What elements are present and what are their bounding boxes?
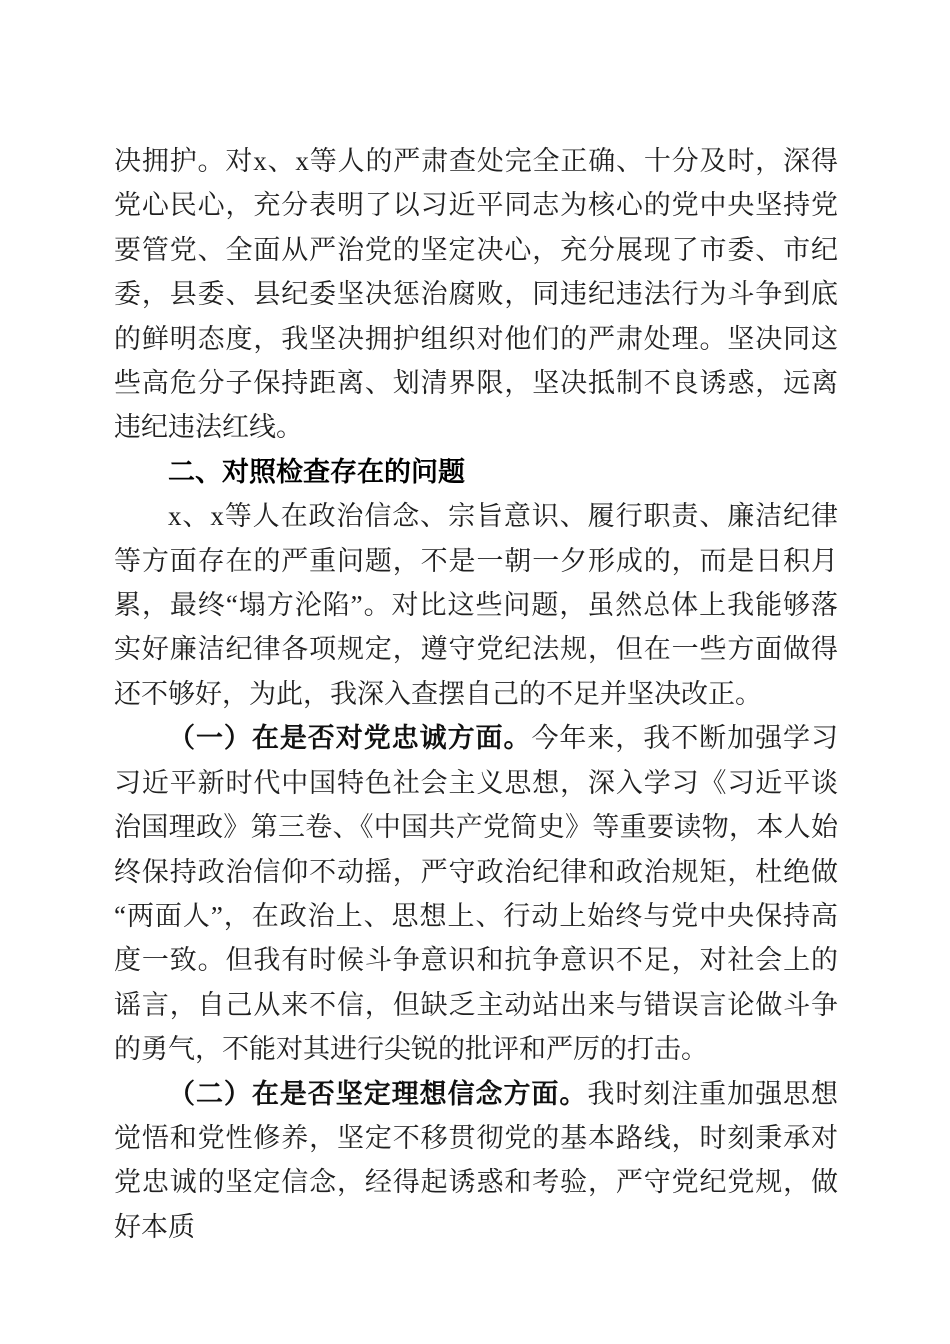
section-heading-text: 二、对照检查存在的问题: [168, 456, 465, 487]
paragraph-text: 今年来，我不断加强学习习近平新时代中国特色社会主义思想，深入学习《习近平谈治国理政》第三卷、《中国共产党简史》等重要读物，本人始终保持政治信仰不动摇，严守政治纪律和政治规矩，杜绝做“两面人”，在政治上、思想上、行动上始终与党中央保持高度一致。但我有时候斗争意识和抗争意识不足，对社会上的谣言，自己从来不信，但缺乏主动站出来与错误言论做斗争的勇气，不能对其进行尖锐的批评和严厉的打击。: [114, 723, 839, 1065]
paragraph-text: 我时刻注重加强思想觉悟和党性修养，坚定不移贯彻党的基本路线，时刻秉承对党忠诚的坚定信念，经得起诱惑和考验，严守党纪党规，做好本质: [114, 1078, 839, 1242]
paragraph-lead: （二）在是否坚定理想信念方面。: [168, 1078, 588, 1109]
paragraph: [114, 494, 838, 716]
paragraph-text: 决拥护。对x、x等人的严肃查处完全正确、十分及时，深得党心民心，充分表明了以习近平同志为核心的党中央坚持党要管党、全面从严治党的坚定决心，充分展现了市委、市纪委，县委、县纪委坚决惩治腐败，同违纪违法行为斗争到底的鲜明态度，我坚决拥护组织对他们的严肃处理。坚决同这些高危分子保持距离、划清界限，坚决抵制不良诱惑，远离违纪违法红线。: [114, 146, 838, 443]
paragraph-lead: （一）在是否对党忠诚方面。: [168, 723, 532, 754]
section-heading: [114, 450, 838, 494]
paragraph-text: x、x等人在政治信念、宗旨意识、履行职责、廉洁纪律等方面存在的严重问题，不是一朝一夕形成的，而是日积月累，最终“塌方沦陷”。对比这些问题，虽然总体上我能够落实好廉洁纪律各项规定，遵守党纪法规，但在一些方面做得还不够好，为此，我深入查摆自己的不足并坚决改正。: [114, 501, 838, 709]
paragraph: [114, 139, 838, 450]
paragraph: [114, 716, 838, 1071]
paragraph: [114, 1072, 838, 1250]
